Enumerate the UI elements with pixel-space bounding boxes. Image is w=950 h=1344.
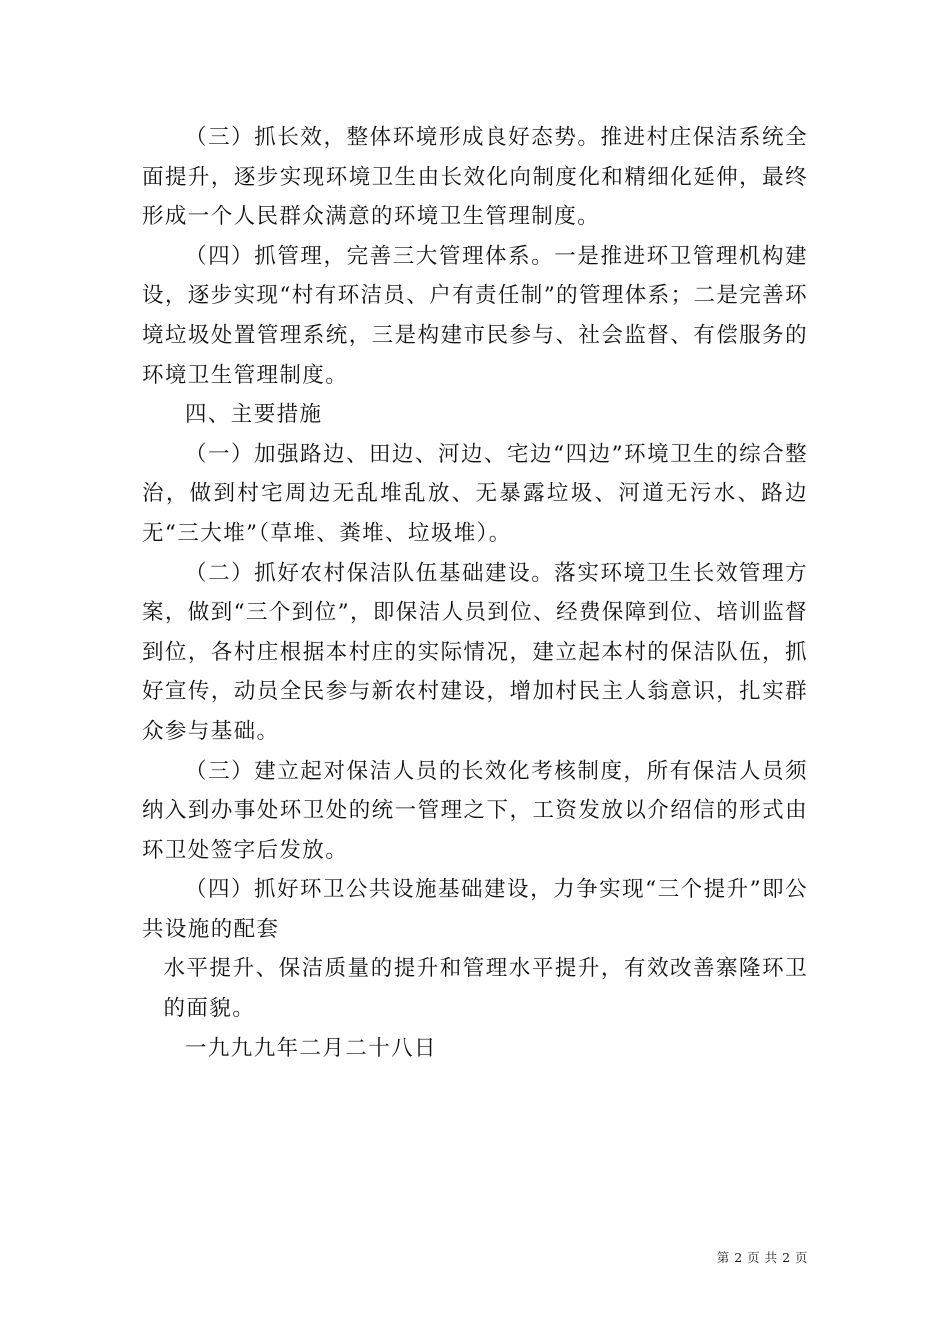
- paragraph-management-systems: （四）抓管理，完善三大管理体系。一是推进环卫管理机构建设，逐步实现“村有环洁员、户有责任制”的管理体系；二是完善环境垃圾处置管理系统，三是构建市民参与、社会监督、有偿服务的环境卫生管理制度。: [142, 243, 808, 388]
- section-heading-main-measures: 四、主要措施: [185, 402, 323, 428]
- paragraph-long-term-effect: （三）抓长效，整体环境形成良好态势。推进村庄保洁系统全面提升，逐步实现环境卫生由长效化向制度化和精细化延伸，最终形成一个人民群众满意的环境卫生管理制度。: [142, 125, 808, 230]
- paragraph-measure-cleaning-team: （二）抓好农村保洁队伍基础建设。落实环境卫生长效管理方案，做到“三个到位”，即保洁人员到位、经费保障到位、培训监督到位，各村庄根据本村庄的实际情况，建立起本村的保洁队伍，抓好宣传，动员全民参与新农村建设，增加村民主人翁意识，扎实群众参与基础。: [142, 560, 808, 744]
- page-number-footer: 第 2 页 共 2 页: [716, 1250, 808, 1265]
- paragraph-measure-facilities: （四）抓好环卫公共设施基础建设，力争实现“三个提升”即公共设施的配套: [142, 877, 808, 942]
- paragraph-measure-assessment: （三）建立起对保洁人员的长效化考核制度，所有保洁人员须纳入到办事处环卫处的统一管理之下，工资发放以介绍信的形式由环卫处签字后发放。: [142, 758, 808, 863]
- paragraph-measure-four-sides: （一）加强路边、田边、河边、宅边“四边”环境卫生的综合整治，做到村宅周边无乱堆乱放、无暴露垃圾、河道无污水、路边无“三大堆”（草堆、粪堆、垃圾堆）。: [142, 441, 808, 546]
- paragraph-facilities-continued: 水平提升、保洁质量的提升和管理水平提升，有效改善寨隆环卫的面貌。: [163, 956, 808, 1022]
- document-body: [142, 118, 808, 1068]
- document-date: 一九九九年二月二十八日: [185, 1035, 437, 1061]
